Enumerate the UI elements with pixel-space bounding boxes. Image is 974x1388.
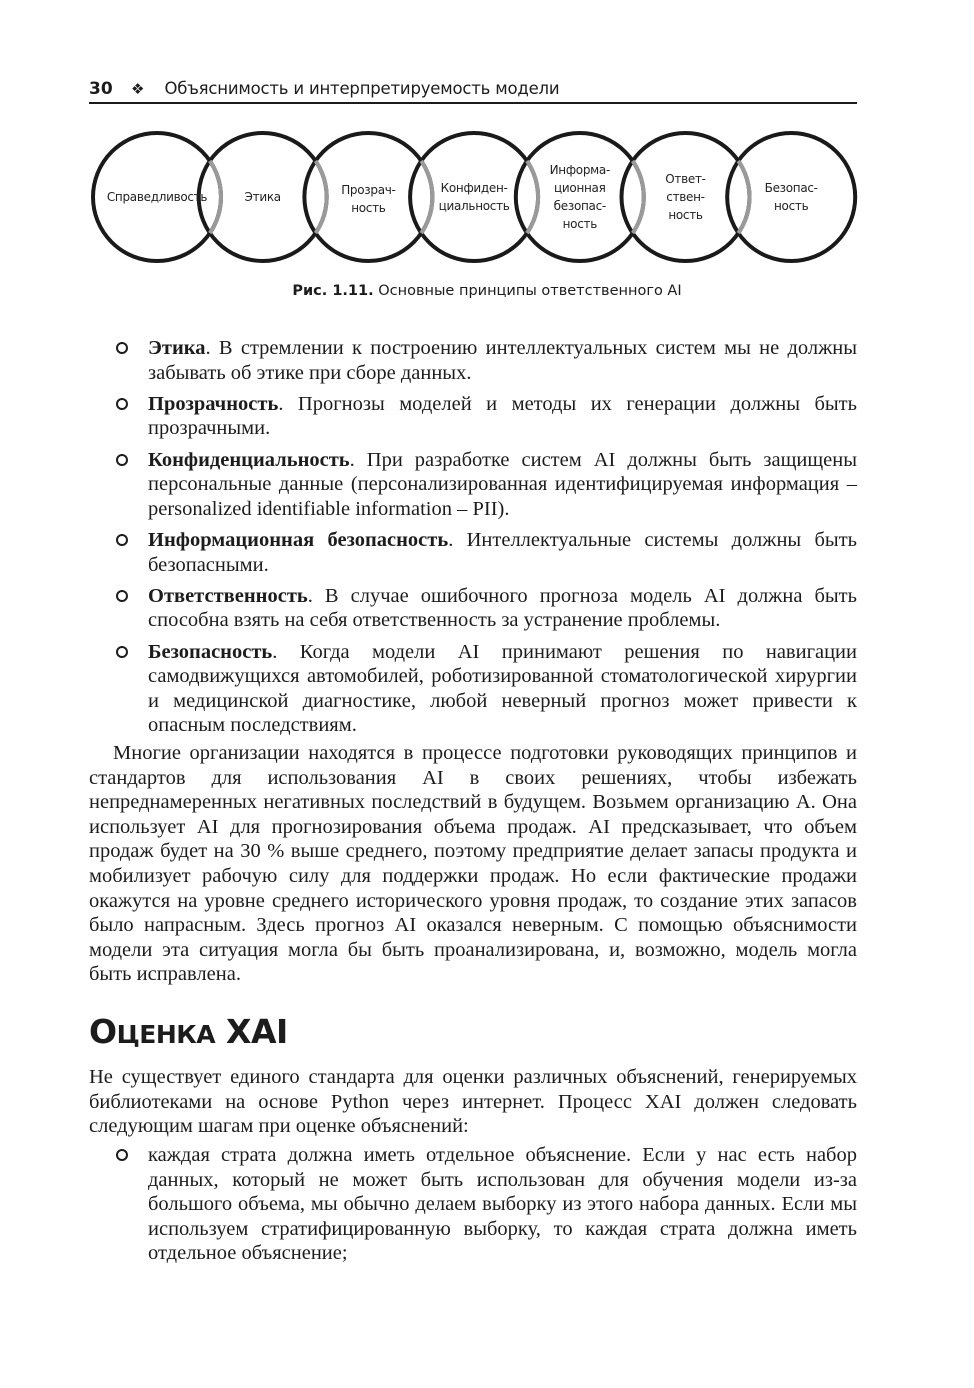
steps-list (116, 1143, 857, 1266)
list-item (116, 528, 857, 577)
circle-bullet-icon (116, 590, 128, 602)
figure-number: Рис. 1.11. (292, 283, 374, 299)
term: Безопасность (148, 640, 273, 663)
section-heading (89, 1012, 288, 1051)
circle-label: Справедливость (106, 190, 208, 204)
running-header (89, 76, 857, 104)
figure-caption (0, 283, 974, 299)
term: Этика (148, 337, 206, 359)
overlap-arc (421, 161, 432, 233)
circle-label: Конфиден- циальность (438, 181, 510, 213)
circle-bullet-icon (116, 1149, 128, 1161)
circle-bullet-icon (116, 454, 128, 466)
circle-label: Информа- ционная безопас- ность (549, 163, 610, 231)
definition: . В стремлении к построению интеллектуальных систем мы не должны забывать об этике при сборе данных. (148, 337, 857, 384)
list-item (116, 448, 857, 522)
overlap-arc (527, 161, 538, 233)
list-item (116, 392, 857, 441)
figure-caption-text: Основные принципы ответственного AI (373, 283, 682, 299)
circle-bullet-icon (116, 342, 128, 354)
body-paragraph: Не существует единого стандарта для оценки различных объяснений, генерируемых библиотеками на основе Python через интернет. Процесс XAI должен следовать следующим шагам при оценке объяснений: (89, 1066, 857, 1138)
body-paragraph: Многие организации находятся в процессе подготовки руководящих принципов и стандартов для использования AI в своих решениях, чтобы избежать непреднамеренных негативных последствий в будущем. Возьмем организацию A. Она использует AI для прогнозирования объема продаж. AI предсказывает, что объем продаж будет на 30 % выше среднего, поэтому предприятие делает запасы продукта и мобилизует рабочую силу для поддержки продаж. Но если фактические продажи окажутся на уровне среднего исторического уровня продаж, то создание этих запасов было напрасным. Здесь прогноз AI оказался неверным. С помощью объяснимости модели эта ситуация могла бы быть проанализирована, и, возможно, модель могла быть исправлена. (89, 742, 857, 986)
running-title: Объяснимость и интерпретируемость модели (164, 79, 560, 98)
list-item (116, 584, 857, 633)
ornament-icon: ❖ (131, 80, 145, 98)
overlap-arc (633, 161, 644, 233)
definition: . Когда модели AI принимают решения по навигации самодвижущихся автомобилей, роботизированной стоматологической хирургии и медицинской диагностике, любой неверный прогноз может привести к опасным последствиям. (148, 640, 857, 737)
principles-diagram (86, 128, 862, 268)
circle-label: Прозрач- ность (341, 183, 396, 215)
circle-label: Безопас- ность (764, 181, 818, 213)
term: Конфиденциальность (148, 448, 350, 471)
definition: . Прогнозы моделей и методы их генерации должны быть прозрачными. (148, 392, 857, 440)
list-item (116, 640, 857, 738)
overlap-arc (316, 161, 327, 233)
overlap-arc (738, 161, 749, 233)
term: Информационная безопасность (148, 528, 449, 551)
circle-bullet-icon (116, 534, 128, 546)
heading-initial: О (89, 1012, 117, 1051)
heading-rest: XAI (215, 1012, 288, 1051)
circle-label: Этика (244, 190, 281, 204)
definition: . В случае ошибочного прогноза модель AI должна быть способна взять на себя ответственность за устранение проблемы. (148, 584, 857, 632)
principles-list (116, 336, 857, 744)
circle-label: Ответ- ствен- ность (665, 172, 706, 222)
term: Прозрачность (148, 392, 279, 415)
heading-smallcaps: ЦЕНКА (116, 1020, 216, 1049)
circle-bullet-icon (116, 398, 128, 410)
step-text: каждая страта должна иметь отдельное объяснение. Если у нас есть набор данных, который не может быть использован для обучения модели из-за большого объема, мы обычно делаем выборку из этого набора данных. Если мы используем стратифицированную выборку, то каждая страта должна иметь отдельное объяснение; (148, 1144, 857, 1265)
list-item (116, 1143, 857, 1266)
page-number: 30 (89, 79, 113, 99)
overlap-arc (210, 161, 221, 233)
definition: . При разработке систем AI должны быть защищены персональные данные (персонализированная идентифицируемая информация – personalized identifiable information – PII). (148, 448, 857, 520)
list-item (116, 336, 857, 385)
circle-bullet-icon (116, 646, 128, 658)
definition: . Интеллектуальные системы должны быть безопасными. (148, 528, 858, 576)
term: Ответственность (148, 584, 308, 607)
